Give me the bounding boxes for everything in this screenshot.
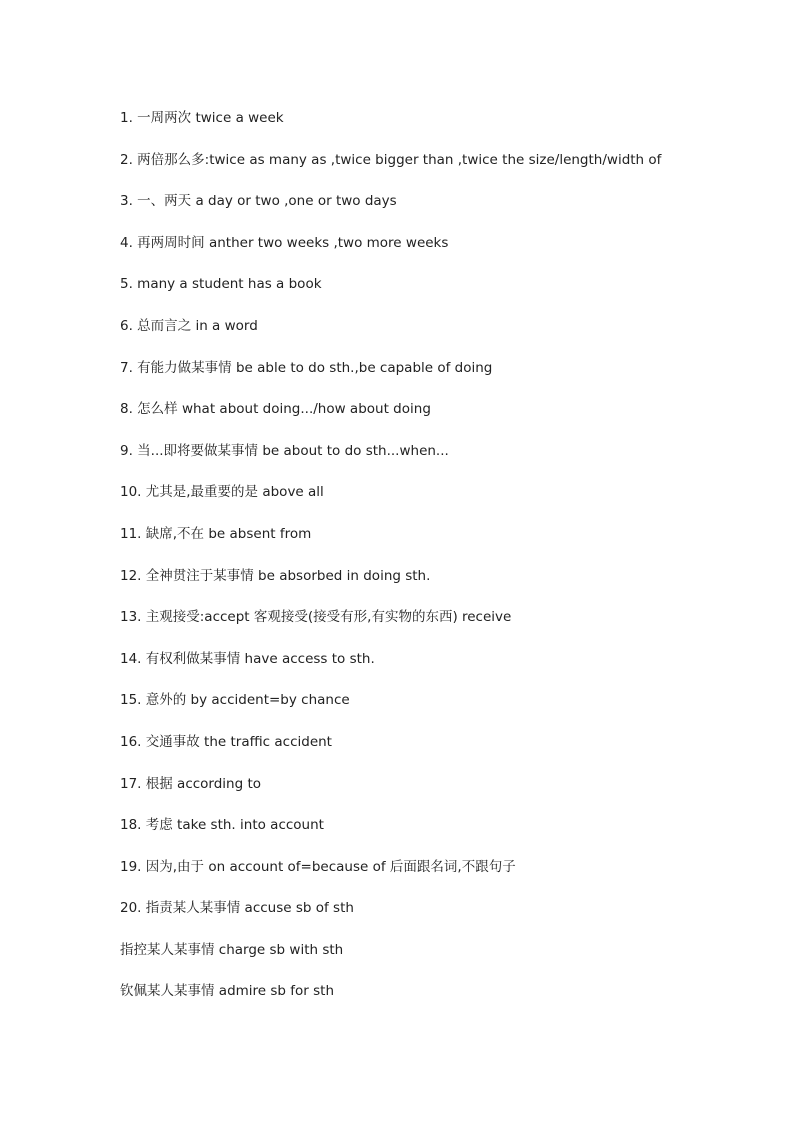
phrase-line-13: 13. 主观接受:accept 客观接受(接受有形,有实物的东西) receive (120, 609, 512, 626)
document-body (120, 108, 760, 1023)
phrase-line-15: 15. 意外的 by accident=by chance (120, 692, 350, 709)
phrase-line-6: 6. 总而言之 in a word (120, 317, 258, 334)
phrase-line-20: 20. 指责某人某事情 accuse sb of sth (120, 900, 354, 917)
phrase-line-5: 5. many a student has a book (120, 276, 322, 293)
phrase-line-2: 2. 两倍那么多:twice as many as ,twice bigger than ,twice the size/length/width of (120, 151, 662, 168)
phrase-line-12: 12. 全神贯注于某事情 be absorbed in doing sth. (120, 567, 431, 584)
phrase-line-18: 18. 考虑 take sth. into account (120, 817, 324, 834)
phrase-line-11: 11. 缺席,不在 be absent from (120, 525, 312, 542)
phrase-line-21: 指控某人某事情 charge sb with sth (120, 941, 344, 958)
phrase-line-4: 4. 再两周时间 anther two weeks ,two more weeks (120, 234, 449, 251)
phrase-line-14: 14. 有权利做某事情 have access to sth. (120, 650, 375, 667)
phrase-line-22: 钦佩某人某事情 admire sb for sth (120, 983, 335, 1000)
phrase-line-17: 17. 根据 according to (120, 775, 262, 792)
phrase-line-10: 10. 尤其是,最重要的是 above all (120, 484, 324, 501)
phrase-line-1: 1. 一周两次 twice a week (120, 110, 284, 126)
phrase-line-8: 8. 怎么样 what about doing.../how about doing (120, 401, 431, 418)
phrase-line-7: 7. 有能力做某事情 be able to do sth.,be capable of doing (120, 359, 493, 376)
phrase-line-9: 9. 当...即将要做某事情 be about to do sth...when... (120, 442, 449, 459)
phrase-line-16: 16. 交通事故 the traffic accident (120, 733, 332, 750)
phrase-line-19: 19. 因为,由于 on account of=because of 后面跟名词,不跟句子 (120, 858, 516, 875)
phrase-line-3: 3. 一、两天 a day or two ,one or two days (120, 193, 397, 210)
